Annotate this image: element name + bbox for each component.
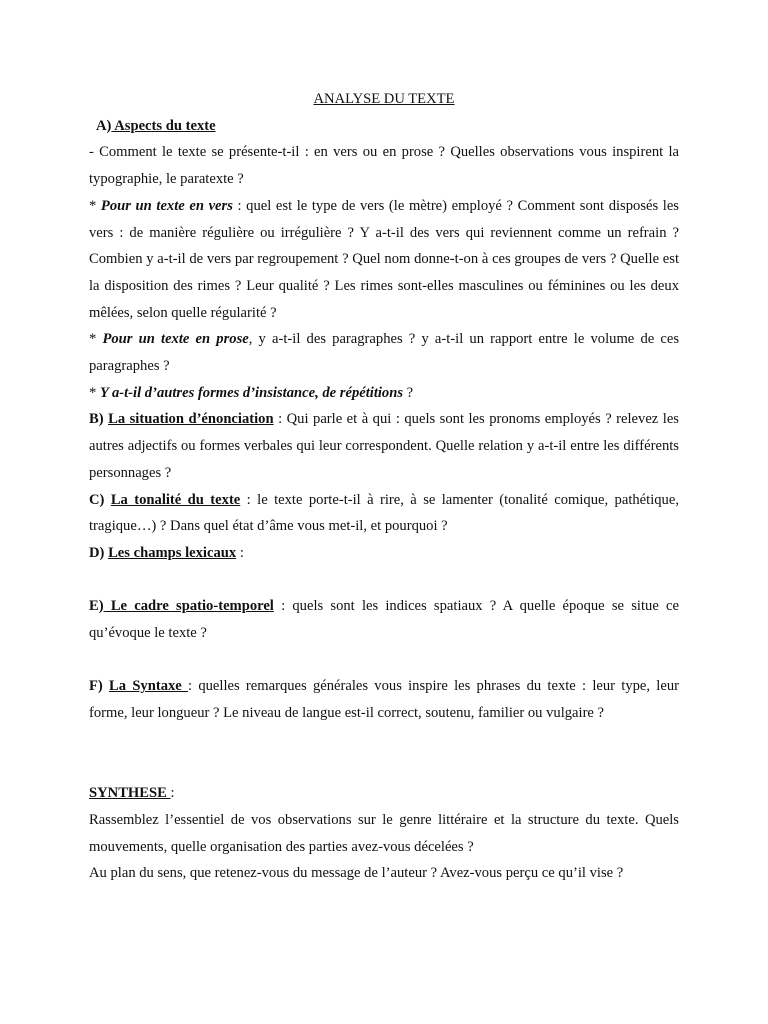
section-a-title: Aspects du texte xyxy=(111,117,216,134)
section-e-title: Le cadre spatio-temporel xyxy=(103,598,274,615)
prose-text: , y a-t-il des paragraphes ? y a-t-il un rapport entre le volume de ces paragraphes ? xyxy=(89,331,680,375)
repetitions-label: Y a-t-il d’autres formes d’insistance, de répétitions xyxy=(99,384,404,401)
section-c xyxy=(89,487,679,540)
section-a-vers xyxy=(89,193,679,327)
section-a-heading xyxy=(89,113,679,140)
repetitions-text: ? xyxy=(403,384,414,401)
section-f-text: : quelles remarques générales vous inspire les phrases du texte : leur type, leur forme, leur longueur ? Le niveau de langue est-il correct, soutenu, familier ou vulgaire ? xyxy=(89,678,679,722)
blank-line xyxy=(89,647,679,674)
section-b-text: : Qui parle et à qui : quels sont les pronoms employés ? relevez les autres adjectifs ou formes verbales qui leur correspondent. Quelle relation y a-t-il entre les différents personnages ? xyxy=(89,411,679,481)
section-a-repetitions xyxy=(89,380,679,407)
synthese-colon: : xyxy=(170,785,175,802)
section-a-letter: A) xyxy=(96,117,112,134)
section-b xyxy=(89,406,679,486)
blank-lines xyxy=(89,727,679,780)
synthese-paragraph-2: Au plan du sens, que retenez-vous du message de l’auteur ? Avez-vous perçu ce qu’il vise ? xyxy=(89,865,624,882)
section-d-text: : xyxy=(236,544,244,561)
section-c-text: : le texte porte-t-il à rire, à se lamenter (tonalité comique, pathétique, tragique…) ? Dans quel état d’âme vous met-il, et pourquoi ? xyxy=(89,491,679,535)
section-b-letter: B) xyxy=(89,411,109,428)
section-f-letter: F) xyxy=(89,678,110,695)
section-c-title: La tonalité du texte xyxy=(110,491,241,508)
section-e-text: : quels sont les indices spatiaux ? A quelle époque se situe ce qu’évoque le texte ? xyxy=(89,598,679,642)
synthese-heading xyxy=(89,780,679,807)
section-d-title: Les champs lexicaux xyxy=(108,544,237,561)
section-d xyxy=(89,540,679,567)
bullet-star: * xyxy=(89,331,103,348)
blank-line xyxy=(89,567,679,594)
document-page xyxy=(89,86,679,887)
vers-label: Pour un texte en vers xyxy=(100,197,233,214)
section-f-title: La Syntaxe xyxy=(109,678,189,695)
section-a-prose xyxy=(89,326,679,379)
section-f xyxy=(89,673,679,726)
document-title: ANALYSE DU TEXTE xyxy=(313,91,455,107)
prose-label: Pour un texte en prose xyxy=(102,331,249,348)
bullet-star: * xyxy=(89,197,101,214)
synthese-paragraph-1: Rassemblez l’essentiel de vos observations sur le genre littéraire et la structure du texte. Quels mouvements, quelle organisation des parties avez-vous décelées ? xyxy=(89,811,679,855)
section-e xyxy=(89,593,679,646)
section-d-letter: D) xyxy=(89,544,109,561)
section-c-letter: C) xyxy=(89,491,111,508)
synthese-title: SYNTHESE xyxy=(89,785,171,802)
vers-text: : quel est le type de vers (le mètre) employé ? Comment sont disposés les vers : de manière régulière ou irrégulière ? Y a-t-il des vers qui reviennent comme un refrain ? Combien y a-t-il de vers par regroupement ? Quel nom donne-t-on à ces groupes de vers ? Quelle est la disposition des rimes ? Leur qualité ? Les rimes sont-elles masculines ou féminines ou les deux mêlées, selon quelle régularité ? xyxy=(89,197,679,321)
section-a-paragraph-1: - Comment le texte se présente-t-il : en vers ou en prose ? Quelles observations vous inspirent la typographie, le paratexte ? xyxy=(89,144,679,188)
section-e-letter: E) xyxy=(89,598,104,615)
section-b-title: La situation d’énonciation xyxy=(108,411,274,428)
bullet-star: * xyxy=(89,384,100,401)
